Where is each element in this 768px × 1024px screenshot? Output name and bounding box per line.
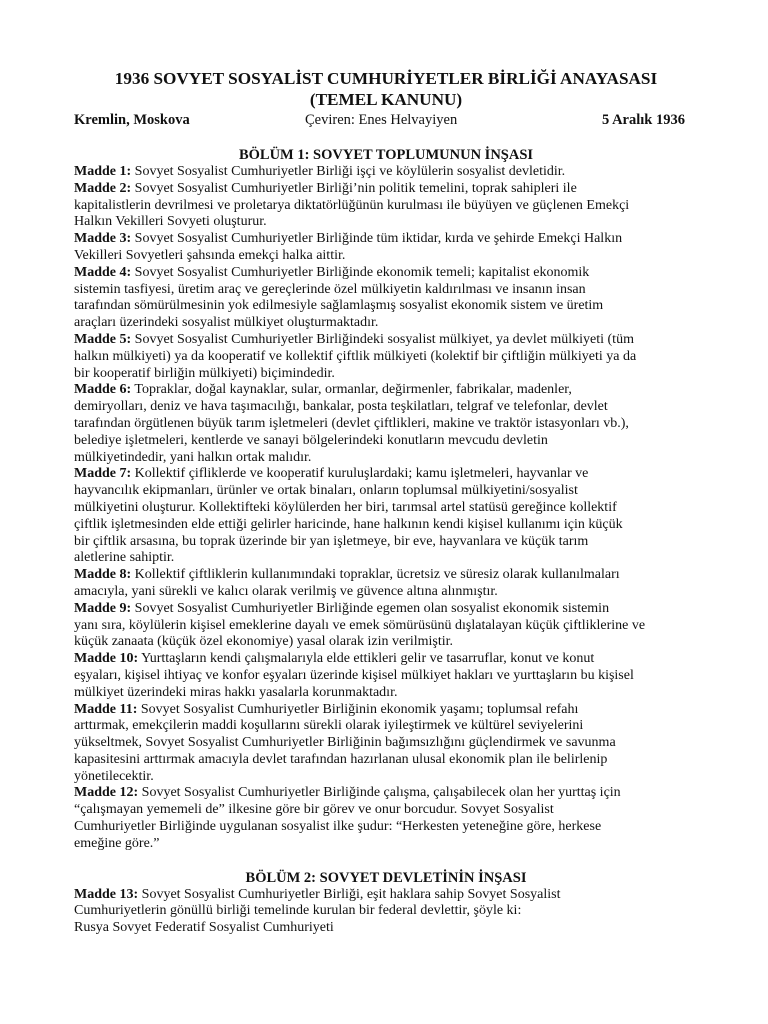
article-line — [74, 265, 698, 282]
section-heading: BÖLÜM 2: SOVYET DEVLETİNİN İNŞASI — [245, 869, 527, 886]
article-label: Madde 4: — [74, 264, 132, 280]
article-line — [74, 248, 698, 265]
article-text: yönetilecektir. — [74, 768, 154, 784]
document-page — [74, 68, 698, 937]
article-text: hayvancılık ekipmanları, ürünler ve ortak binaları, onların toplumsal mülkiyetini/sosyalist — [74, 483, 578, 499]
article-text: yanı sıra, köylülerin kişisel emeklerine dayalı ve emek sömürüsünü dışlatalayan küçük çiftliklerine ve — [74, 617, 646, 633]
article-paragraph — [74, 181, 698, 231]
article-text: Vekilleri Sovyetleri şahsında emekçi halka aittir. — [74, 247, 346, 263]
article-label: Madde 8: — [74, 567, 132, 583]
article-text: Yurttaşların kendi çalışmalarıyla elde ettikleri gelir ve tasarruflar, konut ve konut — [141, 651, 595, 667]
article-line — [74, 567, 698, 584]
document-place: Kremlin, Moskova — [74, 112, 190, 128]
article-text: Sovyet Sosyalist Cumhuriyetler Birliği işçi ve köylülerin sosyalist devletidir. — [134, 164, 566, 179]
article-text: belediye işletmeleri, kentlerde ve sanayi bölgelerindeki konutların mevcudu devletin — [74, 432, 548, 448]
article-line — [74, 181, 698, 198]
article-line — [74, 298, 698, 315]
article-text: Sovyet Sosyalist Cumhuriyetler Birliğindeki sosyalist mülkiyet, ya devlet mülkiyeti (tüm — [134, 331, 634, 347]
article-paragraph — [74, 231, 698, 265]
article-line — [74, 416, 698, 433]
article-line — [74, 500, 698, 517]
article-line — [74, 231, 698, 248]
article-paragraph — [74, 265, 698, 332]
article-text: mülkiyet üzerindeki miras hakkı yasalarla korunmaktadır. — [74, 684, 398, 700]
article-line — [74, 584, 698, 601]
article-line — [74, 634, 698, 651]
article-paragraph — [74, 785, 698, 852]
article-line — [74, 785, 698, 802]
article-line — [74, 651, 698, 668]
article-text: emeğine göre.” — [74, 835, 160, 851]
article-text: Halkın Vekilleri Sovyeti oluşturur. — [74, 214, 267, 230]
article-paragraph — [74, 382, 698, 466]
article-line — [74, 349, 698, 366]
article-line — [74, 668, 698, 685]
article-line — [74, 769, 698, 786]
article-line — [74, 315, 698, 332]
article-text: Sovyet Sosyalist Cumhuriyetler Birliğinin ekonomik yaşamı; toplumsal refahı — [140, 701, 579, 717]
article-text: yükseltmek, Sovyet Sosyalist Cumhuriyetler Birliğinin bağımsızlığını güçlendirmek ve savunma — [74, 735, 616, 751]
document-date: 5 Aralık 1936 — [602, 112, 685, 128]
article-paragraph — [74, 651, 698, 701]
article-paragraph — [74, 466, 698, 567]
article-line — [74, 836, 698, 853]
article-text: kapasitesini arttırmak amacıyla devlet tarafından hazırlanan ulusal ekonomik plan ile belirlenip — [74, 751, 608, 767]
article-line — [74, 887, 698, 904]
document-meta-row — [74, 112, 698, 132]
article-text: “çalışmayan yememeli de” ilkesine göre bir görev ve onur borcudur. Sovyet Sosyalist — [74, 802, 554, 818]
article-text: bir çiftlik arsasına, bu toprak üzerinde bir yan işletmeye, bir eve, hayvanlara ve küçük tarım — [74, 533, 589, 549]
article-text: çiftlik işletmesinden elde ettiği gelirler haricinde, hane halkının kendi kişisel kullanımı için küçük — [74, 516, 623, 532]
article-label: Madde 10: — [74, 651, 139, 667]
article-line — [74, 483, 698, 500]
article-line — [74, 450, 698, 467]
article-line — [74, 903, 698, 920]
article-line — [74, 601, 698, 618]
article-label: Madde 6: — [74, 382, 132, 398]
article-line — [74, 198, 698, 215]
article-paragraph — [74, 601, 698, 651]
article-text: Cumhuriyetler Birliğinde uygulanan sosyalist ilke şudur: “Herkesten yeteneğine göre, herkese — [74, 819, 602, 835]
document-body — [74, 147, 698, 937]
article-line — [74, 819, 698, 836]
article-text: bir kooperatif birliğin mülkiyeti) biçimindedir. — [74, 365, 335, 381]
article-text: mülkiyetindedir, yani halkın ortak malıdır. — [74, 449, 312, 465]
article-paragraph — [74, 164, 698, 181]
article-label: Madde 11: — [74, 701, 138, 717]
article-label: Madde 9: — [74, 600, 132, 616]
article-label: Madde 3: — [74, 231, 132, 247]
article-line — [74, 702, 698, 719]
article-text: Cumhuriyetlerin gönüllü birliği temelinde kurulan bir federal devlettir, şöyle ki: — [74, 903, 522, 919]
article-text: aletlerine sahiptir. — [74, 550, 175, 566]
article-line — [74, 399, 698, 416]
republic-list-item: Rusya Sovyet Federatif Sosyalist Cumhuriyeti — [74, 920, 334, 936]
article-line — [74, 164, 698, 181]
article-text: kapitalistlerin devrilmesi ve proletarya diktatörlüğünün kurulması ile büyüyen ve güçlenen Emekçi — [74, 197, 630, 213]
article-line — [74, 517, 698, 534]
article-line — [74, 332, 698, 349]
article-text: Sovyet Sosyalist Cumhuriyetler Birliğinde tüm iktidar, kırda ve şehirde Emekçi Halkın — [134, 231, 623, 247]
article-line — [74, 752, 698, 769]
article-text: arttırmak, emekçilerin maddi koşullarını sürekli olarak iyileştirmek ve kültürel seviyelerini — [74, 718, 584, 734]
article-text: Sovyet Sosyalist Cumhuriyetler Birliği’nin politik temelini, toprak sahipleri ile — [134, 180, 577, 196]
article-paragraph — [74, 702, 698, 786]
article-label: Madde 1: — [74, 164, 132, 179]
article-label: Madde 2: — [74, 180, 132, 196]
article-line — [74, 618, 698, 635]
article-text: demiryolları, deniz ve hava taşımacılığı, bankalar, posta teşkilatları, telgraf ve telefonlar, devlet — [74, 399, 608, 415]
article-line — [74, 466, 698, 483]
article-line — [74, 382, 698, 399]
article-text: eşyaları, kişisel ihtiyaç ve konfor eşyaları üzerinde kişisel mülkiyet hakları ve yurttaşların bu kişisel — [74, 667, 634, 683]
article-text: mülkiyetini oluşturur. Kollektifteki köylülerden her biri, tarımsal artel statüsü gereğince kollektif — [74, 499, 617, 515]
document-title-line-1: 1936 SOVYET SOSYALİST CUMHURİYETLER BİRLİĞİ ANAYASASI — [114, 69, 658, 88]
article-line — [74, 735, 698, 752]
article-line — [74, 802, 698, 819]
article-text: Sovyet Sosyalist Cumhuriyetler Birliğinde ekonomik temeli; kapitalist ekonomik — [134, 264, 590, 280]
article-text: Sovyet Sosyalist Cumhuriyetler Birliğinde çalışma, çalışabilecek olan her yurttaş için — [141, 785, 621, 801]
article-label: Madde 7: — [74, 466, 132, 482]
article-line — [74, 550, 698, 567]
article-text: Topraklar, doğal kaynaklar, sular, ormanlar, değirmenler, fabrikalar, madenler, — [134, 382, 572, 398]
article-label: Madde 5: — [74, 331, 132, 347]
article-text: araçları üzerindeki sosyalist mülkiyet oluşturmaktadır. — [74, 315, 379, 331]
document-title-line-2: (TEMEL KANUNU) — [309, 90, 463, 109]
article-label: Madde 12: — [74, 785, 139, 801]
section-heading: BÖLÜM 1: SOVYET TOPLUMUNUN İNŞASI — [238, 147, 534, 163]
article-text: Kollektif çifliklerde ve kooperatif kuruluşlardaki; kamu işletmeleri, hayvanlar ve — [134, 466, 589, 482]
article-text: Kollektif çiftliklerin kullanımındaki topraklar, ücretsiz ve süresiz olarak kullanılmaları — [134, 567, 620, 583]
article-line — [74, 366, 698, 383]
article-text: Sovyet Sosyalist Cumhuriyetler Birliği, eşit haklara sahip Sovyet Sosyalist — [141, 886, 561, 902]
article-text: tarafından sömürülmesinin yok edilmesiyle sağlamlaşmış sosyalist ekonomik sistem ve üretim — [74, 298, 604, 314]
article-text: halkın mülkiyeti) ya da kooperatif ve kollektif çiftlik mülkiyeti (kolektif bir çiftliğin mülkiyeti ya da — [74, 348, 637, 364]
article-line — [74, 433, 698, 450]
article-line — [74, 214, 698, 231]
article-paragraph — [74, 887, 698, 921]
article-paragraph — [74, 567, 698, 601]
document-translator: Çeviren: Enes Helvayiyen — [305, 112, 458, 128]
article-text: sistemin tasfiyesi, üretim araç ve gereçlerinde özel mülkiyetin kaldırılması ve insanın insan — [74, 281, 586, 297]
article-text: küçük zanaata (küçük özel ekonomiye) yasal olarak izin verilmiştir. — [74, 634, 454, 650]
article-line — [74, 534, 698, 551]
article-label: Madde 13: — [74, 886, 139, 902]
article-line — [74, 685, 698, 702]
article-line — [74, 282, 698, 299]
article-paragraph — [74, 332, 698, 382]
article-text: tarafından örgütlenen büyük tarım işletmeleri (devlet çiftlikleri, makine ve traktör istasyonları vb.), — [74, 415, 629, 431]
article-text: amacıyla, yani sürekli ve kalıcı olarak verilmiş ve güvence altına alınmıştır. — [74, 583, 498, 599]
article-text: Sovyet Sosyalist Cumhuriyetler Birliğinde egemen olan sosyalist ekonomik sistemin — [134, 600, 610, 616]
article-line — [74, 718, 698, 735]
